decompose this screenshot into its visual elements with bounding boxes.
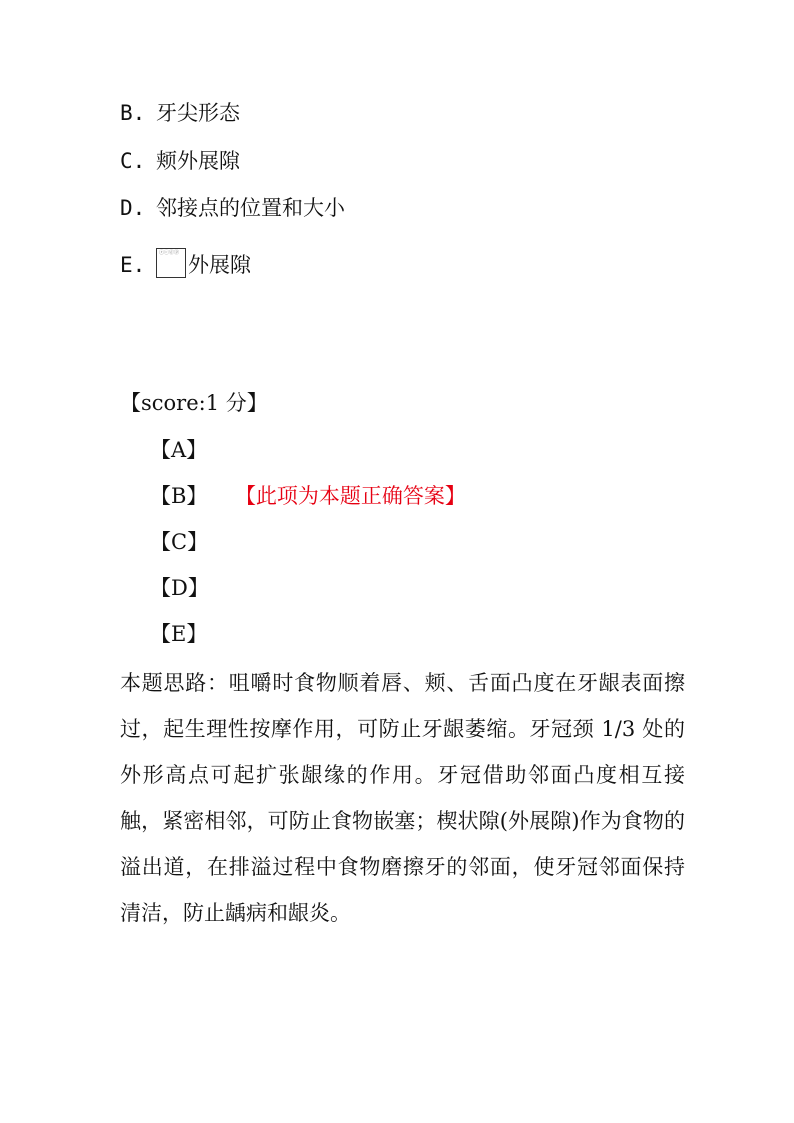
option-text: 牙尖形态 bbox=[156, 101, 240, 125]
option-label: D. bbox=[120, 196, 146, 220]
option-text: 外展隙 bbox=[188, 253, 251, 277]
answer-label: 【E】 bbox=[150, 622, 208, 646]
option-label: E. bbox=[120, 253, 146, 277]
inline-image-text: ⓡⓒⓓⓟ bbox=[159, 250, 180, 256]
option-e bbox=[120, 248, 251, 279]
answer-item-c bbox=[150, 528, 208, 556]
option-c bbox=[120, 147, 240, 175]
option-text: 邻接点的位置和大小 bbox=[156, 196, 345, 220]
answer-label: 【C】 bbox=[150, 530, 209, 554]
answer-item-a bbox=[150, 436, 207, 464]
option-b bbox=[120, 99, 240, 127]
option-label: B. bbox=[120, 101, 146, 125]
inline-image bbox=[156, 248, 186, 278]
correct-answer-mark: 【此项为本题正确答案】 bbox=[245, 484, 466, 508]
option-label: C. bbox=[120, 149, 146, 173]
score-label: 【score:1 分】 bbox=[120, 391, 268, 415]
option-d bbox=[120, 194, 345, 222]
explanation-text: 本题思路：咀嚼时食物顺着唇、颊、舌面凸度在牙龈表面擦过，起生理性按摩作用，可防止牙龈萎缩。牙冠颈 1/3 处的外形高点可起扩张龈缘的作用。牙冠借助邻面凸度相互接触，紧密相邻，可防止食物嵌塞；楔状隙(外展隙)作为食物的溢出道，在排溢过程中食物磨擦牙的邻面，使牙冠邻面保持清洁，防止龋病和龈炎。 bbox=[120, 671, 685, 925]
answer-item-e bbox=[150, 620, 207, 648]
answer-label: 【D】 bbox=[150, 576, 209, 600]
option-text: 颊外展隙 bbox=[156, 149, 240, 173]
answer-item-d bbox=[150, 574, 209, 602]
answer-label: 【A】 bbox=[150, 438, 208, 462]
answer-label: 【B】 bbox=[150, 484, 208, 508]
answer-item-b bbox=[150, 482, 466, 510]
